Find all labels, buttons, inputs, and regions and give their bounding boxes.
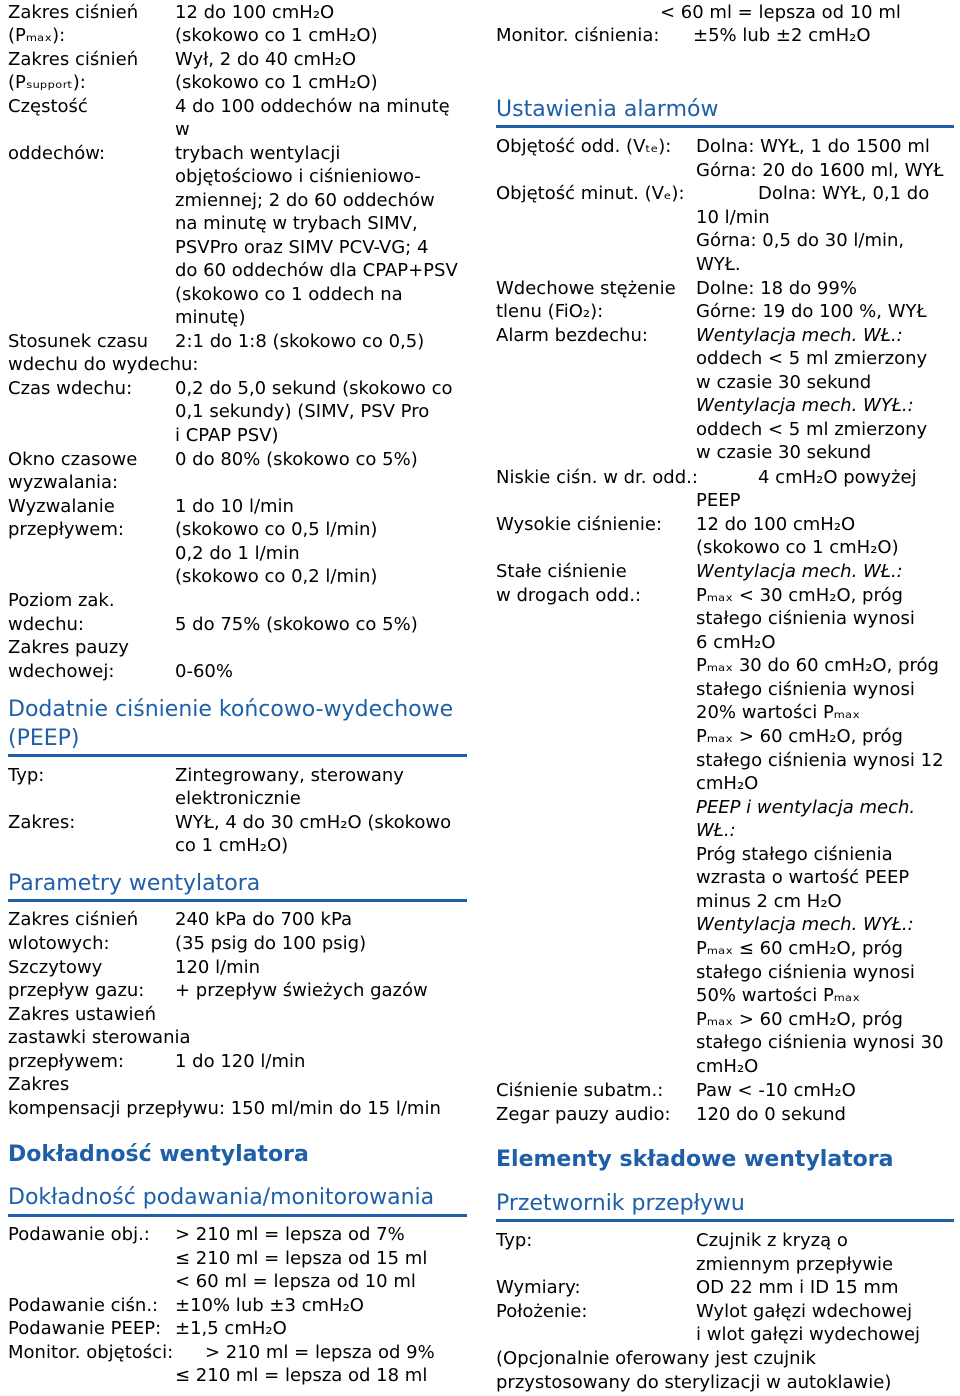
- spec-label: kompensacji przepływu: 150 ml/min do 15 l/min: [8, 1098, 441, 1119]
- spec-value: ≤ 210 ml = lepsza od 15 ml: [175, 1248, 428, 1269]
- spec-value: wzrasta o wartość PEEP: [696, 867, 910, 888]
- spec-label: Typ:: [8, 765, 45, 786]
- spec-value: Pₘₐₓ > 60 cmH₂O, próg: [696, 726, 903, 747]
- spec-label: Zakres ciśnień: [8, 49, 139, 70]
- spec-label: Niskie ciśn. w dr. odd.:: [496, 467, 698, 488]
- spec-value: Paw < -10 cmH₂O: [696, 1080, 856, 1101]
- accuracy-heading: Dokładność wentylatora: [8, 1142, 309, 1167]
- spec-label: Typ:: [496, 1230, 533, 1251]
- spec-label: przepływem:: [8, 1051, 124, 1072]
- spec-value: (skokowo co 1 cmH₂O): [696, 537, 899, 558]
- spec-value: Górna: 20 do 1600 ml, WYŁ: [696, 160, 944, 181]
- spec-value: (skokowo co 0,2 l/min): [175, 566, 378, 587]
- spec-value: WYŁ, 4 do 30 cmH₂O (skokowo: [175, 812, 452, 833]
- spec-label: Objętość minut. (Vₑ):: [496, 183, 685, 204]
- spec-value: 1 do 10 l/min: [175, 496, 294, 517]
- spec-label: Zegar pauzy audio:: [496, 1104, 671, 1125]
- spec-value: 120 l/min: [175, 957, 261, 978]
- spec-label: Częstość: [8, 96, 88, 117]
- spec-value: trybach wentylacji: [175, 143, 341, 164]
- section-divider: [496, 125, 954, 128]
- spec-value: PEEP: [696, 490, 741, 511]
- spec-label: Położenie:: [496, 1301, 588, 1322]
- spec-value: (skokowo co 1 oddech na: [175, 284, 403, 305]
- spec-value: WYŁ.: [696, 254, 741, 275]
- spec-value: ±10% lub ±3 cmH₂O: [175, 1295, 364, 1316]
- spec-label: przepływem:: [8, 519, 124, 540]
- spec-value: + przepływ świeżych gazów: [175, 980, 428, 1001]
- spec-value: w czasie 30 sekund: [696, 372, 872, 393]
- spec-value: Wentylacja mech. WYŁ.:: [696, 395, 914, 416]
- spec-label: Wysokie ciśnienie:: [496, 514, 663, 535]
- spec-value: zmiennym przepływie: [696, 1254, 894, 1275]
- spec-value: Wył, 2 do 40 cmH₂O: [175, 49, 357, 70]
- section-divider: [496, 1219, 954, 1222]
- spec-label: Ciśnienie subatm.:: [496, 1080, 664, 1101]
- spec-value: 12 do 100 cmH₂O: [696, 514, 856, 535]
- spec-value: oddech < 5 ml zmierzony: [696, 348, 928, 369]
- note-line: przystosowany do sterylizacji w autoklawie): [496, 1372, 892, 1393]
- spec-label: Zakres ciśnień: [8, 2, 139, 23]
- spec-value: PSVPro oraz SIMV PCV-VG; 4: [175, 237, 429, 258]
- spec-label: zastawki sterowania: [8, 1027, 191, 1048]
- spec-value: i CPAP PSV): [175, 425, 279, 446]
- spec-label: wyzwalania:: [8, 472, 119, 493]
- spec-value: Górna: 0,5 do 30 l/min,: [696, 230, 905, 251]
- spec-label: Monitor. ciśnienia:: [496, 25, 660, 46]
- spec-label: wdechu:: [8, 614, 84, 635]
- params-heading: Parametry wentylatora: [8, 871, 261, 896]
- spec-value: ±5% lub ±2 cmH₂O: [693, 25, 871, 46]
- spec-value: cmH₂O: [696, 1056, 759, 1077]
- spec-value: 120 do 0 sekund: [696, 1104, 846, 1125]
- spec-value: cmH₂O: [696, 773, 759, 794]
- spec-value: stałego ciśnienia wynosi 12: [696, 750, 944, 771]
- spec-value: (skokowo co 1 cmH₂O): [175, 25, 378, 46]
- spec-label: oddechów:: [8, 143, 106, 164]
- spec-value: 6 cmH₂O: [696, 632, 776, 653]
- spec-value: na minutę w trybach SIMV,: [175, 213, 418, 234]
- spec-label: Wymiary:: [496, 1277, 581, 1298]
- spec-value: oddech < 5 ml zmierzony: [696, 419, 928, 440]
- spec-value: Zintegrowany, sterowany: [175, 765, 404, 786]
- spec-value: 5 do 75% (skokowo co 5%): [175, 614, 418, 635]
- spec-value: 0 do 80% (skokowo co 5%): [175, 449, 418, 470]
- spec-label: Okno czasowe: [8, 449, 138, 470]
- spec-value: < 60 ml = lepsza od 10 ml: [660, 2, 901, 23]
- spec-label: Czas wdechu:: [8, 378, 133, 399]
- spec-value: (skokowo co 0,5 l/min): [175, 519, 378, 540]
- spec-label: Podawanie obj.:: [8, 1224, 150, 1245]
- spec-label: Objętość odd. (Vₜₑ):: [496, 136, 672, 157]
- spec-label: Zakres: [8, 1074, 70, 1095]
- spec-label: Podawanie ciśn.:: [8, 1295, 159, 1316]
- spec-value: PEEP i wentylacja mech.: [696, 797, 916, 818]
- spec-value: Próg stałego ciśnienia: [696, 844, 893, 865]
- spec-value: stałego ciśnienia wynosi: [696, 679, 915, 700]
- spec-label: Alarm bezdechu:: [496, 325, 648, 346]
- spec-label: Szczytowy: [8, 957, 103, 978]
- spec-value: Wentylacja mech. WYŁ.:: [696, 914, 914, 935]
- spec-value: 1 do 120 l/min: [175, 1051, 306, 1072]
- spec-value: w czasie 30 sekund: [696, 442, 872, 463]
- spec-value: OD 22 mm i ID 15 mm: [696, 1277, 899, 1298]
- spec-value: (35 psig do 100 psig): [175, 933, 367, 954]
- section-divider: [8, 754, 467, 757]
- spec-label: Stosunek czasu: [8, 331, 149, 352]
- spec-label: wlotowych:: [8, 933, 110, 954]
- spec-value: 50% wartości Pₘₐₓ: [696, 985, 861, 1006]
- spec-label: w drogach odd.:: [496, 585, 642, 606]
- spec-value: 0-60%: [175, 661, 233, 682]
- spec-value: zmiennej; 2 do 60 oddechów: [175, 190, 435, 211]
- spec-value: 240 kPa do 700 kPa: [175, 909, 353, 930]
- spec-value: 0,2 do 5,0 sekund (skokowo co: [175, 378, 453, 399]
- spec-value: < 60 ml = lepsza od 10 ml: [175, 1271, 416, 1292]
- spec-value: 20% wartości Pₘₐₓ: [696, 702, 861, 723]
- section-divider: [8, 899, 467, 902]
- spec-label: Poziom zak.: [8, 590, 115, 611]
- spec-label: Zakres ustawień: [8, 1004, 157, 1025]
- spec-value: Wentylacja mech. WŁ.:: [696, 561, 903, 582]
- spec-value: stałego ciśnienia wynosi: [696, 962, 915, 983]
- spec-label: Wyzwalanie: [8, 496, 115, 517]
- components-heading: Elementy składowe wentylatora: [496, 1147, 894, 1172]
- spec-label: (Pₛᵤₚₚₒᵣₜ):: [8, 72, 86, 93]
- spec-label: Zakres ciśnień: [8, 909, 139, 930]
- spec-value: Górne: 19 do 100 %, WYŁ: [696, 301, 927, 322]
- spec-value: objętościowo i ciśnieniowo-: [175, 166, 421, 187]
- peep-heading-continued: (PEEP): [8, 726, 80, 751]
- spec-label: Wdechowe stężenie: [496, 278, 676, 299]
- spec-value: (skokowo co 1 cmH₂O): [175, 72, 378, 93]
- accuracy-sub-heading: Dokładność podawania/monitorowania: [8, 1185, 435, 1210]
- spec-label: tlenu (FiO₂):: [496, 301, 604, 322]
- spec-value: w: [175, 119, 190, 140]
- spec-value: minus 2 cm H₂O: [696, 891, 842, 912]
- spec-value: Pₘₐₓ < 30 cmH₂O, próg: [696, 585, 903, 606]
- spec-value: do 60 oddechów dla CPAP+PSV: [175, 260, 458, 281]
- spec-value: Pₘₐₓ 30 do 60 cmH₂O, próg: [696, 655, 939, 676]
- spec-value: > 210 ml = lepsza od 9%: [205, 1342, 435, 1363]
- spec-value: 10 l/min: [696, 207, 770, 228]
- spec-value: stałego ciśnienia wynosi: [696, 608, 915, 629]
- spec-label: przepływ gazu:: [8, 980, 145, 1001]
- spec-value: Czujnik z kryzą o: [696, 1230, 848, 1251]
- spec-label: (Pₘₐₓ):: [8, 25, 66, 46]
- spec-label: Monitor. objętości:: [8, 1342, 174, 1363]
- spec-value: Dolne: 18 do 99%: [696, 278, 857, 299]
- spec-value: > 210 ml = lepsza od 7%: [175, 1224, 405, 1245]
- spec-value: Pₘₐₓ > 60 cmH₂O, próg: [696, 1009, 903, 1030]
- spec-value: i wlot gałęzi wydechowej: [696, 1324, 921, 1345]
- alarms-heading: Ustawienia alarmów: [496, 97, 719, 122]
- spec-value: Wylot gałęzi wdechowej: [696, 1301, 913, 1322]
- spec-value: minutę): [175, 307, 246, 328]
- spec-label: Podawanie PEEP:: [8, 1318, 162, 1339]
- spec-value: ±1,5 cmH₂O: [175, 1318, 287, 1339]
- peep-heading: Dodatnie ciśnienie końcowo-wydechowe: [8, 697, 454, 722]
- spec-value: Wentylacja mech. WŁ.:: [696, 325, 903, 346]
- spec-value: 4 cmH₂O powyżej: [758, 467, 917, 488]
- spec-value: ≤ 210 ml = lepsza od 18 ml: [175, 1365, 428, 1386]
- spec-value: 0,2 do 1 l/min: [175, 543, 300, 564]
- spec-value: 12 do 100 cmH₂O: [175, 2, 335, 23]
- section-divider: [8, 1214, 467, 1217]
- transducer-heading: Przetwornik przepływu: [496, 1191, 745, 1216]
- spec-value: WŁ.:: [696, 820, 736, 841]
- spec-value: 0,1 sekundy) (SIMV, PSV Pro: [175, 401, 430, 422]
- spec-value: Pₘₐₓ ≤ 60 cmH₂O, próg: [696, 938, 903, 959]
- note-line: (Opcjonalnie oferowany jest czujnik: [496, 1348, 816, 1369]
- spec-value: 2:1 do 1:8 (skokowo co 0,5): [175, 331, 425, 352]
- spec-label: Stałe ciśnienie: [496, 561, 627, 582]
- spec-label: Zakres pauzy: [8, 637, 129, 658]
- spec-value: Dolna: WYŁ, 0,1 do: [758, 183, 930, 204]
- spec-value: elektronicznie: [175, 788, 301, 809]
- spec-label: wdechowej:: [8, 661, 115, 682]
- spec-value: Dolna: WYŁ, 1 do 1500 ml: [696, 136, 930, 157]
- spec-value: stałego ciśnienia wynosi 30: [696, 1032, 944, 1053]
- spec-label: wdechu do wydechu:: [8, 354, 199, 375]
- spec-label: Zakres:: [8, 812, 76, 833]
- spec-value: co 1 cmH₂O): [175, 835, 289, 856]
- spec-value: 4 do 100 oddechów na minutę: [175, 96, 450, 117]
